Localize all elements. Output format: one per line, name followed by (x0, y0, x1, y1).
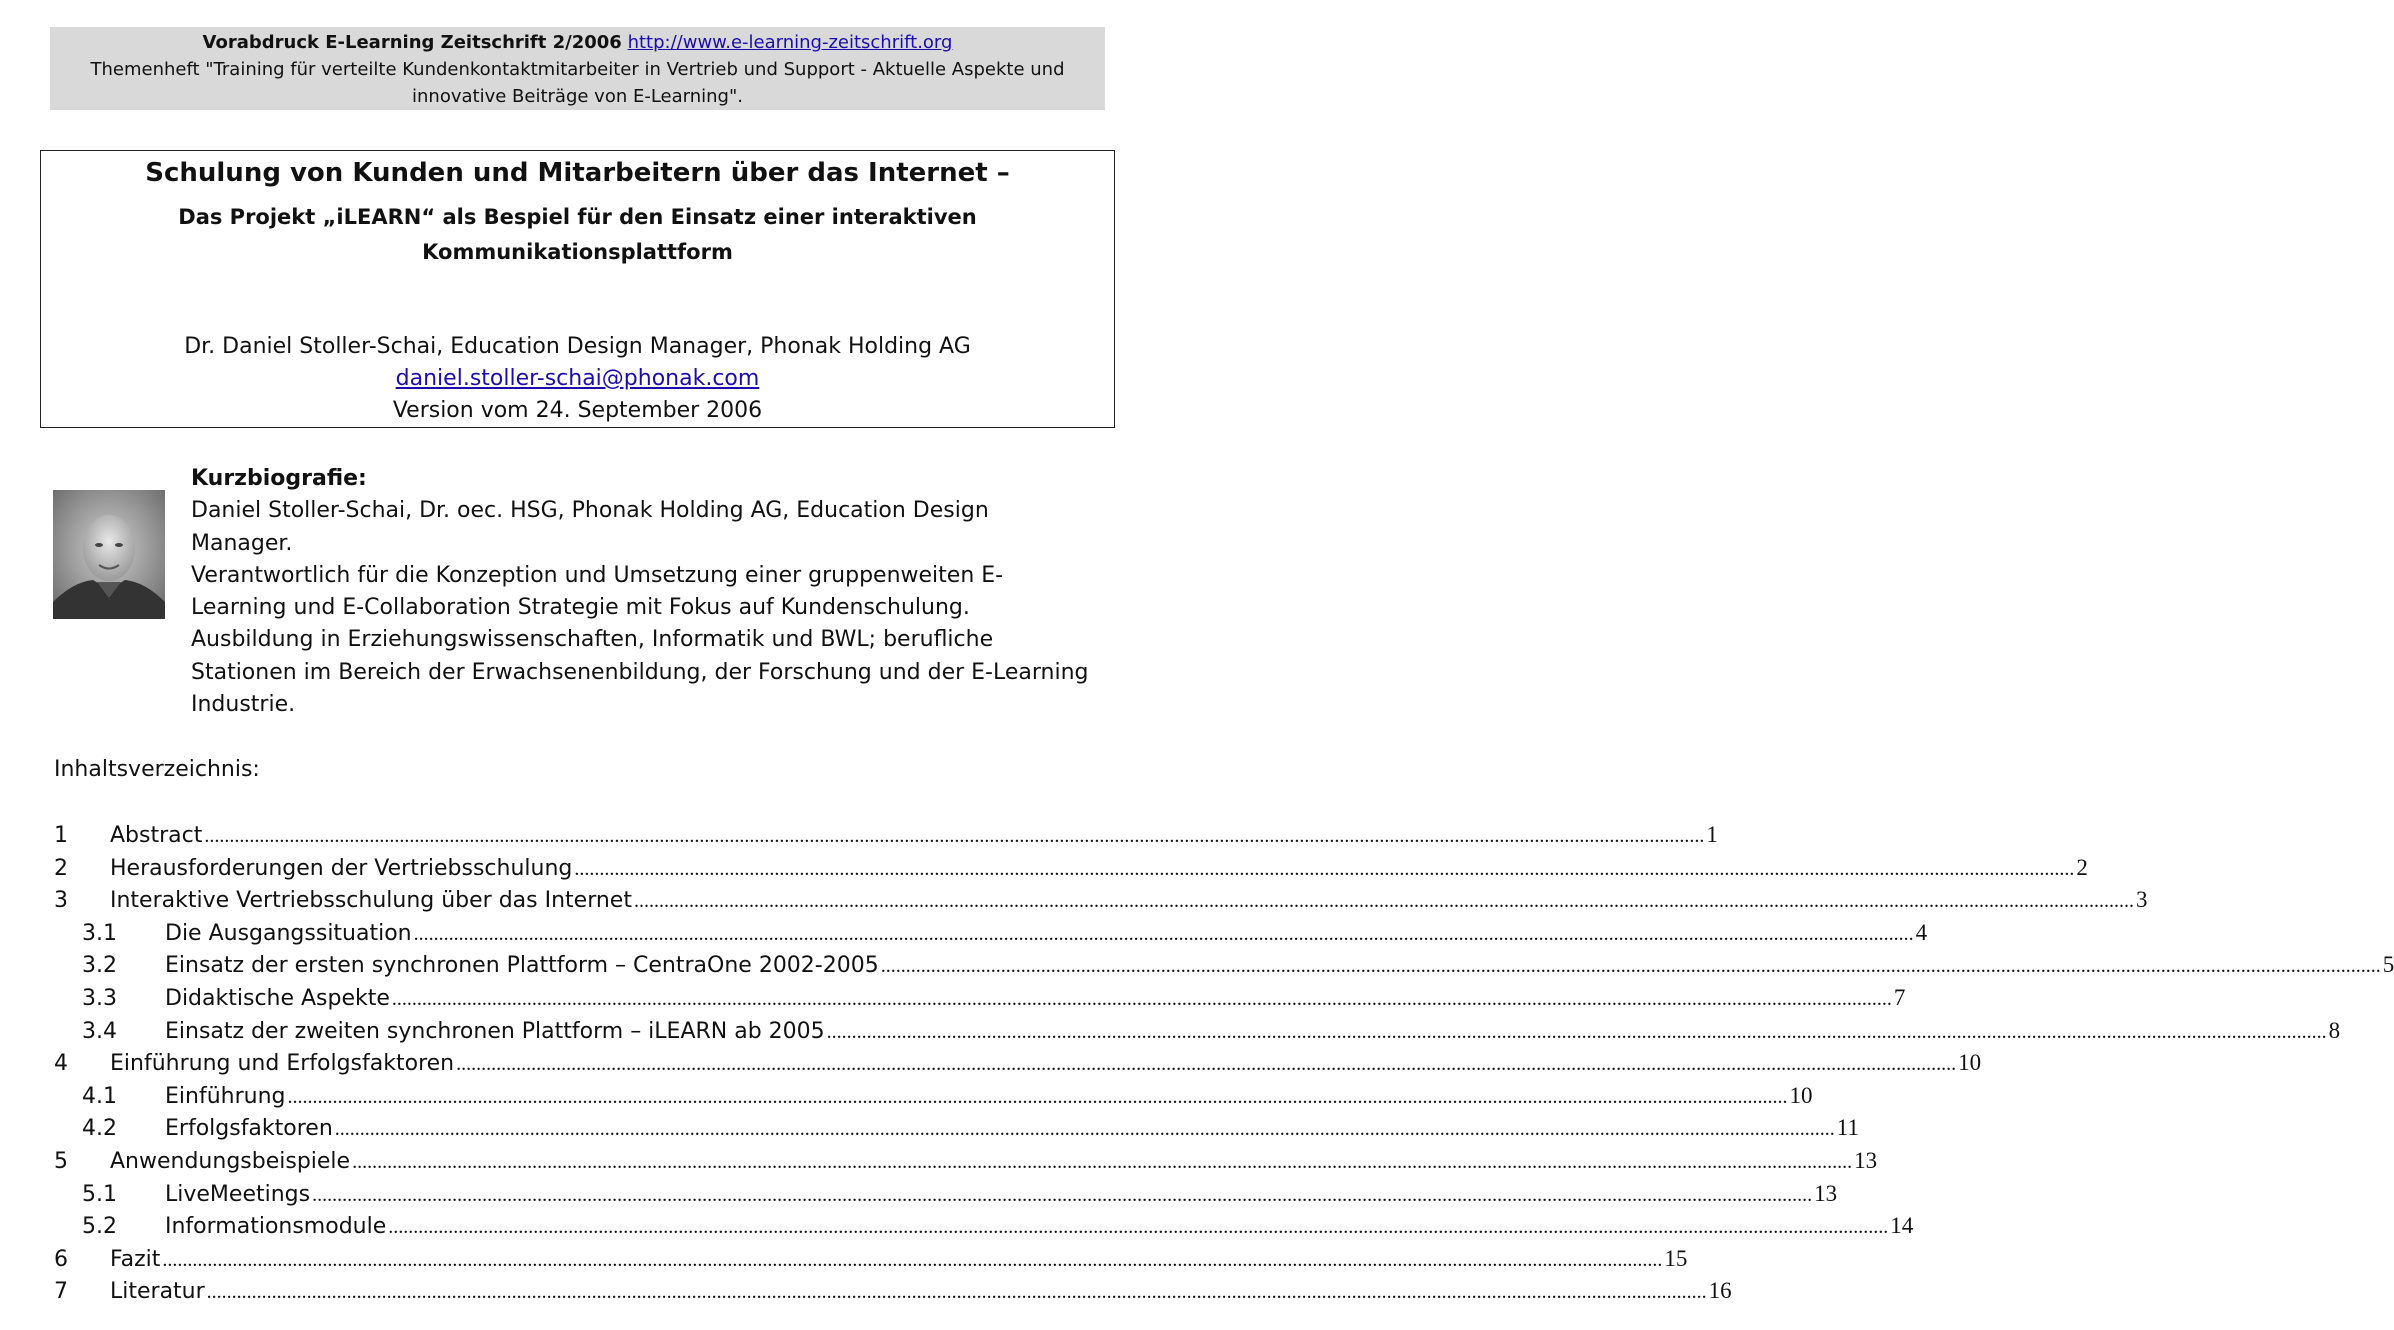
toc-entry-number: 5.1 (82, 1181, 117, 1207)
toc-leader-dots: ............................................................................................................................................................................................................................................................................................................ (287, 1085, 1788, 1108)
toc-leader-dots: ............................................................................................................................................................................................................................................................................................................ (206, 1281, 1707, 1304)
toc-leader-dots: ............................................................................................................................................................................................................................................................................................................ (826, 1020, 2327, 1043)
toc-entry-page: 4 (1915, 919, 1928, 945)
version-line: Version vom 24. September 2006 (392, 398, 763, 423)
short-biography (191, 463, 1101, 721)
toc-entry-number: 1 (54, 823, 68, 848)
author-email-link[interactable]: daniel.stoller-schai@phonak.com (395, 366, 760, 391)
bio-heading: Kurzbiografie: (191, 466, 367, 491)
toc-entry-page: 3 (2135, 887, 2148, 913)
toc-entry-page: 2 (2076, 854, 2088, 880)
toc-entry-title: Einführung und Erfolgsfaktoren (110, 1051, 455, 1077)
toc-entry[interactable] (54, 852, 2088, 885)
author-block (41, 331, 1114, 427)
toc-entry-page: 13 (1854, 1147, 1878, 1173)
toc-entry-number: 3.3 (82, 985, 117, 1011)
theme-line-2: innovative Beiträge von E-Learning". (412, 86, 743, 107)
toc-entry[interactable] (54, 1210, 1914, 1243)
toc-entry[interactable] (54, 949, 2394, 982)
toc-entry-page: 11 (1836, 1115, 1859, 1141)
theme-line-1: Themenheft "Training für verteilte Kundenkontaktmitarbeiter in Vertrieb und Support - Aktuelle Aspekte und (90, 59, 1065, 80)
toc-entry-page: 10 (1958, 1050, 1982, 1076)
subtitle-line-2: Kommunikationsplattform (422, 240, 733, 264)
toc-entry-page: 10 (1789, 1082, 1813, 1108)
toc-entry-title: Die Ausgangssituation (165, 920, 412, 946)
toc-entry-title: Einführung (165, 1083, 286, 1109)
toc-entry-number: 7 (54, 1279, 68, 1305)
bio-line: Learning und E-Collaboration Strategie mit Fokus auf Kundenschulung. (191, 595, 970, 621)
author-photo (53, 490, 165, 619)
bio-line: Verantwortlich für die Konzeption und Umsetzung einer gruppenweiten E- (191, 562, 1004, 588)
toc-entry[interactable] (54, 917, 1928, 950)
toc-entry[interactable] (54, 1080, 1813, 1113)
toc-leader-dots: ............................................................................................................................................................................................................................................................................................................ (312, 1183, 1813, 1206)
journal-title: Vorabdruck E-Learning Zeitschrift 2/2006 (202, 32, 622, 53)
toc-entry-title: Literatur (110, 1279, 205, 1305)
bio-line: Industrie. (191, 692, 296, 718)
toc-entry-title: Informationsmodule (165, 1214, 387, 1240)
toc-entry-page: 7 (1893, 984, 1906, 1010)
toc-entry-number: 4 (54, 1051, 68, 1077)
toc-heading: Inhaltsverzeichnis: (54, 757, 260, 782)
toc-entry-number: 4.2 (82, 1116, 117, 1142)
header-banner (50, 27, 1105, 110)
toc-entry-title: Didaktische Aspekte (165, 985, 390, 1011)
author-line: Dr. Daniel Stoller-Schai, Education Design Manager, Phonak Holding AG (184, 334, 971, 359)
toc-entry-title: Anwendungsbeispiele (110, 1148, 351, 1174)
toc-entry-title: Herausforderungen der Vertriebsschulung (110, 855, 573, 881)
toc-entry[interactable] (54, 819, 1718, 852)
toc-leader-dots: ............................................................................................................................................................................................................................................................................................................ (880, 955, 2381, 978)
document-title: Schulung von Kunden und Mitarbeitern über das Internet – (145, 158, 1010, 188)
toc-entry-title: LiveMeetings (165, 1181, 311, 1207)
toc-entry[interactable] (54, 1112, 1859, 1145)
bio-line: Daniel Stoller-Schai, Dr. oec. HSG, Phonak Holding AG, Education Design (191, 498, 989, 524)
toc-entry-page: 8 (2328, 1017, 2341, 1043)
toc-entry-number: 5.2 (82, 1214, 117, 1240)
table-of-contents (54, 819, 2394, 1308)
toc-entry[interactable] (54, 1275, 1732, 1308)
toc-entry-number: 2 (54, 855, 68, 881)
toc-leader-dots: ............................................................................................................................................................................................................................................................................................................ (633, 890, 2134, 913)
toc-leader-dots: ............................................................................................................................................................................................................................................................................................................ (413, 922, 1914, 945)
journal-url-link[interactable]: http://www.e-learning-zeitschrift.org (627, 32, 953, 53)
toc-entry-number: 3.2 (82, 953, 117, 979)
title-box (40, 150, 1115, 428)
toc-entry-title: Abstract (110, 823, 203, 848)
toc-entry-title: Interaktive Vertriebsschulung über das Internet (110, 888, 632, 914)
bio-line: Stationen im Bereich der Erwachsenenbildung, der Forschung und der E-Learning (191, 659, 1089, 685)
toc-entry[interactable] (54, 1243, 1688, 1276)
toc-entry-title: Erfolgsfaktoren (165, 1116, 333, 1142)
toc-entry-title: Fazit (110, 1246, 161, 1272)
toc-entry-page: 5 (2382, 952, 2394, 978)
toc-entry-page: 14 (1890, 1213, 1914, 1239)
author-portrait-image (53, 490, 165, 619)
toc-entry-title: Einsatz der ersten synchronen Plattform – CentraOne 2002-2005 (165, 953, 879, 979)
toc-entry-number: 3.4 (82, 1018, 117, 1044)
toc-leader-dots: ............................................................................................................................................................................................................................................................................................................ (388, 1216, 1889, 1239)
toc-entry[interactable] (54, 982, 1906, 1015)
toc-entry-number: 5 (54, 1148, 68, 1174)
toc-entry-page: 13 (1814, 1180, 1838, 1206)
toc-leader-dots: ............................................................................................................................................................................................................................................................................................................ (391, 987, 1892, 1010)
toc-entry-number: 3.1 (82, 920, 117, 946)
toc-entry-number: 4.1 (82, 1083, 117, 1109)
toc-leader-dots: ............................................................................................................................................................................................................................................................................................................ (574, 857, 2075, 880)
toc-entry[interactable] (54, 1178, 1838, 1211)
toc-entry[interactable] (54, 1145, 1878, 1178)
toc-leader-dots: ............................................................................................................................................................................................................................................................................................................ (334, 1118, 1835, 1141)
toc-entry[interactable] (54, 884, 2148, 917)
toc-leader-dots: ............................................................................................................................................................................................................................................................................................................ (162, 1248, 1663, 1271)
toc-leader-dots: ............................................................................................................................................................................................................................................................................................................ (204, 825, 1705, 847)
toc-leader-dots: ............................................................................................................................................................................................................................................................................................................ (456, 1053, 1957, 1076)
bio-line: Manager. (191, 530, 293, 556)
toc-entry-page: 15 (1664, 1245, 1688, 1271)
toc-entry-page: 1 (1706, 822, 1718, 847)
bio-line: Ausbildung in Erziehungswissenschaften, Informatik und BWL; berufliche (191, 627, 994, 653)
toc-entry[interactable] (54, 1047, 1982, 1080)
toc-entry-page: 16 (1708, 1278, 1732, 1304)
toc-leader-dots: ............................................................................................................................................................................................................................................................................................................ (352, 1150, 1853, 1173)
toc-entry-title: Einsatz der zweiten synchronen Plattform – iLEARN ab 2005 (165, 1018, 825, 1044)
document-subtitle (41, 200, 1114, 270)
toc-entry[interactable] (54, 1015, 2341, 1048)
toc-entry-number: 6 (54, 1246, 68, 1272)
toc-entry-number: 3 (54, 888, 68, 914)
subtitle-line-1: Das Projekt „iLEARN“ als Bespiel für den Einsatz einer interaktiven (178, 205, 977, 229)
